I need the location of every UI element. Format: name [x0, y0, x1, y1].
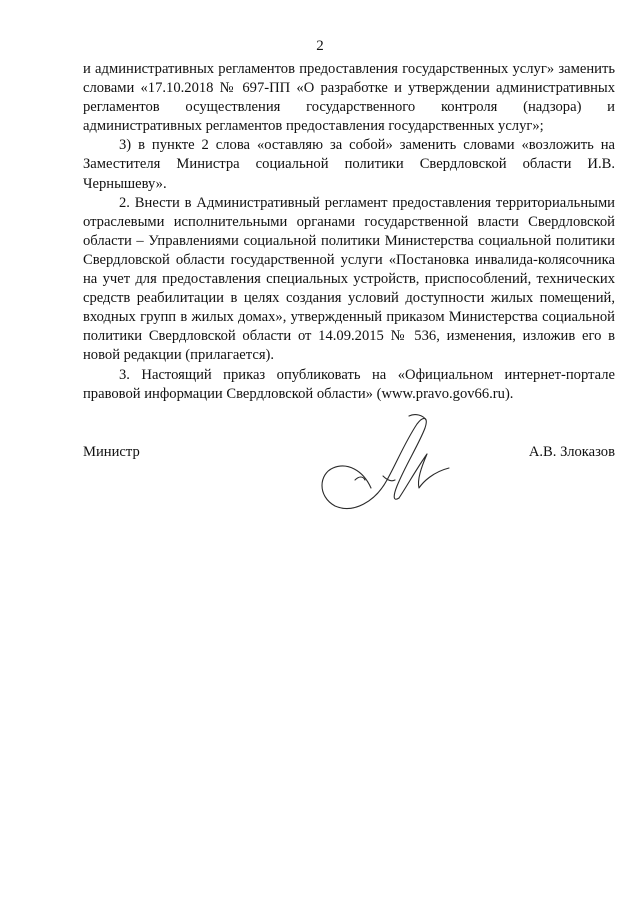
paragraph-continuation: и административных регламентов предоставления государственных услуг» заменить словами «17.10.2018 № 697-ПП «О разработке и утверждении административных регламентов осуществления государственного контроля (надзора) и административных регламентов предоставления государственных услуг»; [83, 61, 615, 135]
signature-block [83, 440, 615, 550]
signatory-name: А.В. Злоказов [528, 444, 615, 460]
page-number: 2 [316, 38, 324, 54]
document-body [83, 60, 615, 404]
handwritten-signature [313, 410, 453, 520]
paragraph-section-2: 2. Внести в Административный регламент предоставления территориальными отраслевыми исполнительными органами государственной власти Свердловской области – Управлениями социальной политики Министерства социальной политики Свердловской области государственной услуги «Постановка инвалида-колясочника на учет для предоставления специальных устройств, приспособлений, технических средств реабилитации в целях создания условий доступности жилых помещений, входных групп в жилых домах», утвержденный приказом Министерства социальной политики Свердловской области от 14.09.2015 № 536, изменения, изложив его в новой редакции (прилагается). [83, 194, 615, 364]
paragraph-section-3: 3. Настоящий приказ опубликовать на «Официальном интернет-портале правовой информации Свердловской области» (www.pravo.gov66.ru). [83, 366, 615, 402]
paragraph-item-3: 3) в пункте 2 слова «оставляю за собой» заменить словами «возложить на Заместителя Министра социальной политики Свердловской области И.В. Чернышеву». [83, 137, 615, 192]
signatory-title: Министр [83, 444, 140, 460]
